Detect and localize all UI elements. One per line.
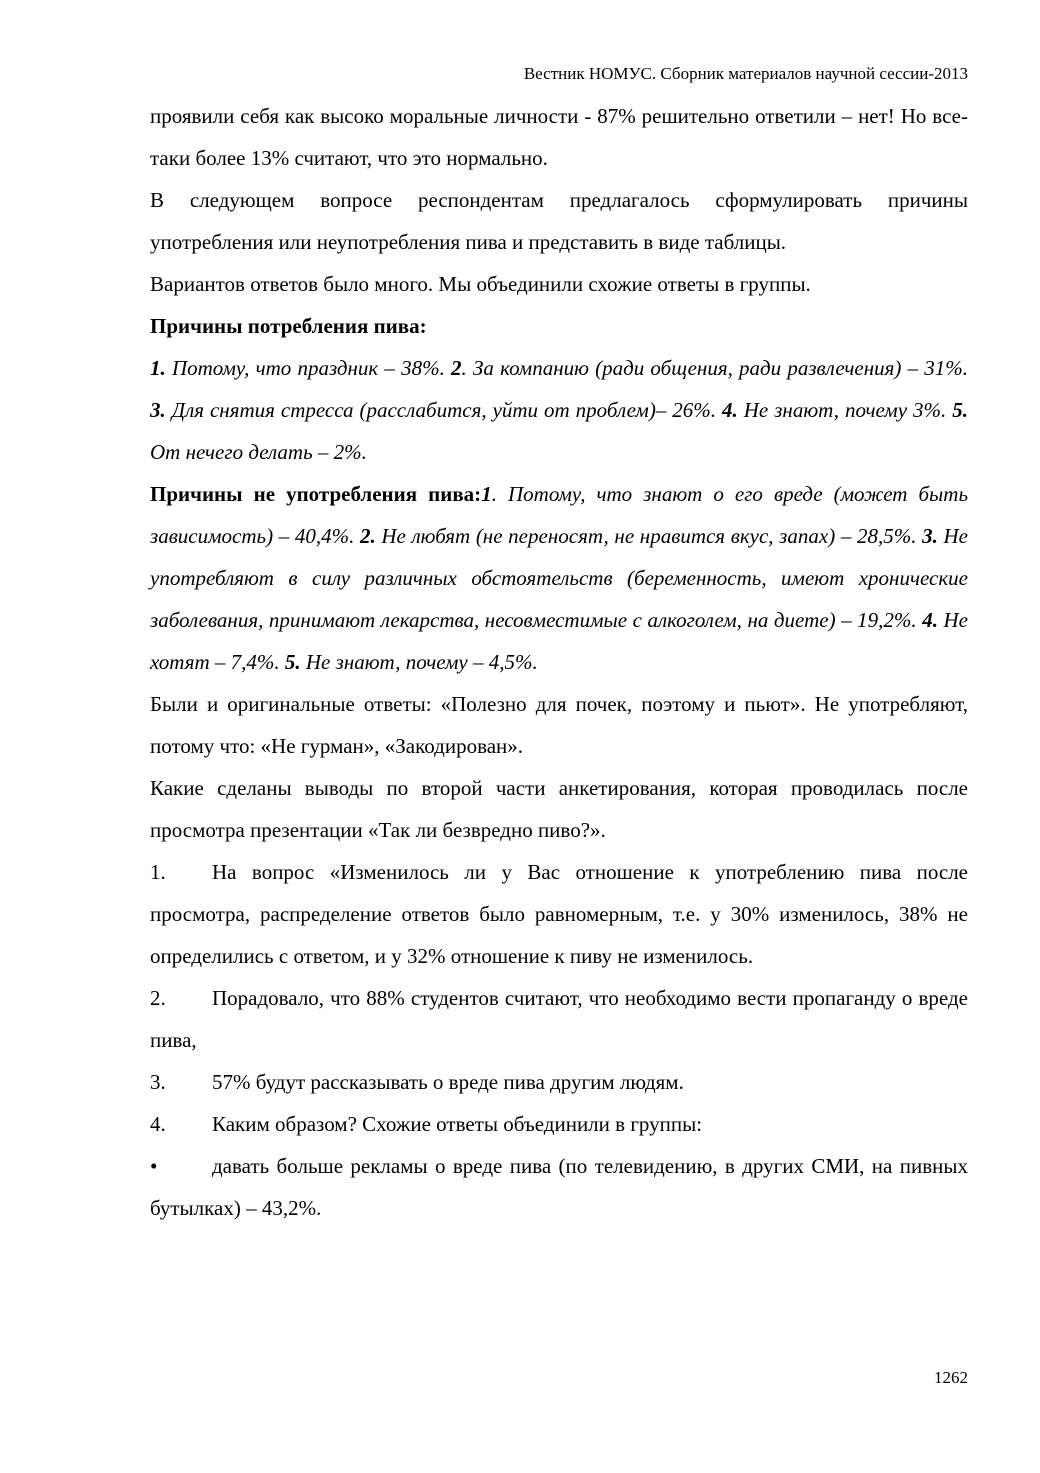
bullet-item [150,1145,968,1229]
body-text [150,95,968,1229]
reason-number: 1 [481,482,492,506]
bullet-marker: • [150,1154,158,1178]
list-text: Порадовало, что 88% студентов считают, что необходимо вести пропаганду о вреде пива, [150,986,968,1052]
paragraph-next-question: В следующем вопросе респондентам предлагалось сформулировать причины употребления или неупотребления пива и представить в виде таблицы. [150,188,968,254]
nonconsumption-reasons-list: Причины не употребления пива:1. Потому, что знают о его вреде (может быть зависимость) – 40,4%. 2. Не любят (не переносят, не нравится вкус, запах) – 28,5%. 3. Не употребляют в силу различных обстоятельств (беременность, имеют хронические заболевания, принимают лекарства, несовместимые с алкоголем, на диете) – 19,2%. 4. Не хотят – 7,4%. 5. Не знают, почему – 4,5%. [150,482,969,674]
reason-number: 5. [284,650,301,674]
list-text: 57% будут рассказывать о вреде пива другим людям. [212,1070,684,1094]
heading-consumption-reasons: Причины потребления пива: [150,314,427,338]
reason-number: 2. [360,524,376,548]
consumption-reasons-list: 1. Потому, что праздник – 38%. 2. За компанию (ради общения, ради развлечения) – 31%. 3. Для снятия стресса (расслабится, уйти от проблем)– 26%. 4. Не знают, почему 3%. 5. От нечего делать – 2%. [150,356,968,464]
list-marker: 4. [150,1112,166,1136]
paragraph-moral: проявили себя как высоко моральные личности - 87% решительно ответили – нет! Но все-таки более 13% считают, что это нормально. [150,104,968,170]
reason-number: 3. [922,524,938,548]
reason-number: 5. [952,398,968,422]
paragraph-conclusions: Какие сделаны выводы по второй части анкетирования, которая проводилась после просмотра презентации «Так ли безвредно пиво?». [150,776,968,842]
list-text: На вопрос «Изменилось ли у Вас отношение к употреблению пива после просмотра, распределение ответов было равномерным, т.е. у 30% изменилось, 38% не определились с ответом, и у 32% отношение к пиву не изменилось. [150,860,968,968]
list-marker: 3. [150,1070,166,1094]
reason-number: 4. [722,398,738,422]
list-marker: 1. [150,860,166,884]
list-item [150,977,968,1061]
list-text: давать больше рекламы о вреде пива (по телевидению, в других СМИ, на пивных бутылках) – 43,2%. [150,1154,968,1220]
list-text: Каким образом? Схожие ответы объединили в группы: [212,1112,703,1136]
page-number: 1262 [934,1368,968,1387]
reason-number: 4. [922,608,938,632]
reason-number: 1. [150,356,166,380]
list-item [150,851,968,977]
list-item [150,1103,968,1145]
running-header: Вестник НОМУС. Сборник материалов научной сессии-2013 [523,64,968,83]
list-marker: 2. [150,986,166,1010]
reason-number: 3. [150,398,166,422]
paragraph-original-answers: Были и оригинальные ответы: «Полезно для почек, поэтому и пьют». Не употребляют, потому что: «Не гурман», «Закодирован». [150,692,968,758]
list-item [150,1061,968,1103]
heading-nonconsumption-reasons: Причины не употребления пива: [150,482,482,506]
paragraph-variants: Вариантов ответов было много. Мы объединили схожие ответы в группы. [150,272,811,296]
reason-number: 2 [451,356,462,380]
